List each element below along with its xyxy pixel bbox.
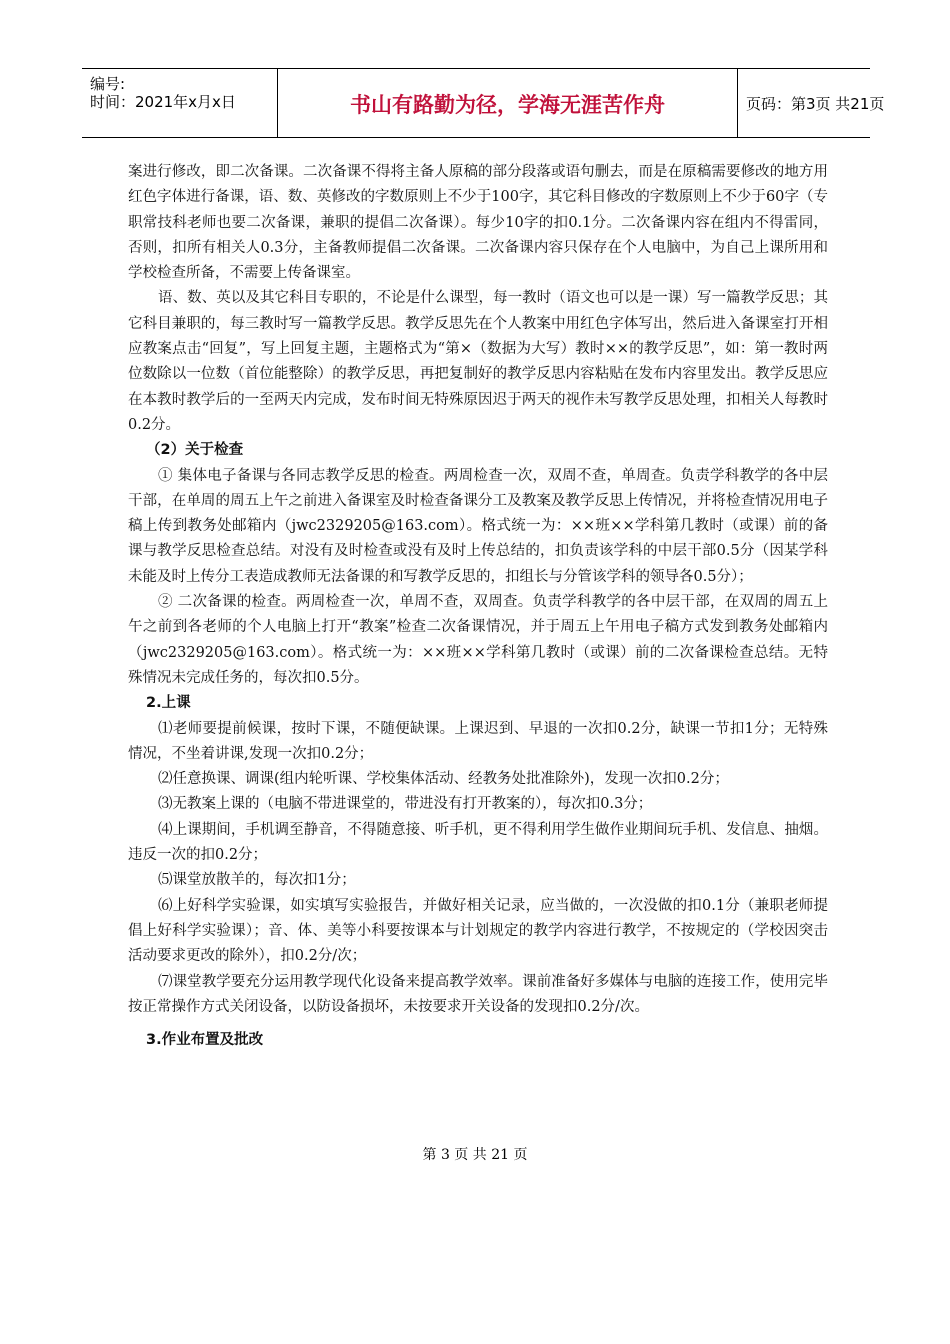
section-heading-homework: 3.作业布置及批改 bbox=[146, 1032, 264, 1049]
list-item-class-1: ⑴老师要提前候课，按时下课，不随便缺课。上课迟到、早退的一次扣0.2分，缺课一节扣1分；无特殊情况，不坐着讲课,发现一次扣0.2分； bbox=[128, 720, 828, 762]
header-motto: 书山有路勤为径，学海无涯苦作舟 bbox=[350, 93, 665, 117]
header-page-cell bbox=[738, 69, 885, 137]
paragraph-inspection-2: ② 二次备课的检查。两周检查一次，单周不查，双周查。负责学科教学的各中层干部，在双周的周五上午之前到各老师的个人电脑上打开“教案”检查二次备课情况，并于周五上午用电子稿方式发到教务处邮箱内（jwc2329205@163.com）。格式统一为：××班××学科第几教时（或课）前的二次备课检查总结。无特殊情况未完成任务的，每次扣0.5分。 bbox=[128, 594, 828, 686]
list-item-class-2: ⑵任意换课、调课(组内轮听课、学校集体活动、经教务处批准除外)，发现一次扣0.2分； bbox=[158, 771, 729, 788]
section-heading-class: 2.上课 bbox=[146, 695, 191, 712]
header-motto-cell bbox=[278, 69, 738, 137]
document-date-label: 时间：2021年x月x日 bbox=[90, 93, 236, 111]
paragraph-teaching-reflection: 语、数、英以及其它科目专职的，不论是什么课型，每一教时（语文也可以是一课）写一篇教学反思；其它科目兼职的，每三教时写一篇教学反思。教学反思先在个人教案中用红色字体写出，然后进入备课室打开相应教案点击“回复”，写上回复主题，主题格式为“第×（数据为大写）教时××的教学反思”，如：第一教时两位数除以一位数（首位能整除）的教学反思，再把复制好的教学反思内容粘贴在发布内容里发出。教学反思应在本教时教学后的一至两天内完成，发布时间无特殊原因迟于两天的视作未写教学反思处理，扣相关人每教时0.2分。 bbox=[128, 290, 828, 433]
paragraph-inspection-1: ① 集体电子备课与各同志教学反思的检查。两周检查一次，双周不查，单周查。负责学科教学的各中层干部，在单周的周五上午之前进入备课室及时检查备课分工及教案及教学反思上传情况，并将检查情况用电子稿上传到教务处邮箱内（jwc2329205@163.com）。格式统一为：××班××学科第几教时（或课）前的备课与教学反思检查总结。对没有及时检查或没有及时上传总结的，扣负责该学科的中层干部0.5分（因某学科未能及时上传分工表造成教师无法备课的和写教学反思的，扣组长与分管该学科的领导各0.5分）； bbox=[128, 467, 828, 585]
document-body bbox=[128, 160, 828, 1053]
list-item-class-7: ⑺课堂教学要充分运用教学现代化设备来提高教学效率。课前准备好多媒体与电脑的连接工作，使用完毕按正常操作方式关闭设备，以防设备损坏，未按要求开关设备的发现扣0.2分/次。 bbox=[128, 973, 828, 1015]
list-item-class-6: ⑹上好科学实验课，如实填写实验报告，并做好相关记录，应当做的，一次没做的扣0.1分（兼职老师提倡上好科学实验课）；音、体、美等小科要按课本与计划规定的教学内容进行教学，不按规定的（学校因突击活动要求更改的除外），扣0.2分/次； bbox=[128, 897, 828, 965]
header-info-cell bbox=[82, 69, 278, 137]
document-number-label: 编号: bbox=[90, 75, 126, 93]
header-page-number: 页码：第3页 共21页 bbox=[746, 95, 885, 113]
list-item-class-3: ⑶无教案上课的（电脑不带进课堂的，带进没有打开教案的），每次扣0.3分； bbox=[158, 796, 653, 813]
list-item-class-4: ⑷上课期间，手机调至静音，不得随意接、听手机，更不得利用学生做作业期间玩手机、发信息、抽烟。违反一次的扣0.2分； bbox=[128, 821, 828, 864]
paragraph-second-preparation: 案进行修改，即二次备课。二次备课不得将主备人原稿的部分段落或语句删去，而是在原稿需要修改的地方用红色字体进行备课，语、数、英修改的字数原则上不少于100字，其它科目修改的字数原则上不少于60字（专职常技科老师也要二次备课，兼职的提倡二次备课）。每少10字的扣0.1分。二次备课内容在组内不得雷同，否则，扣所有相关人0.3分，主备教师提倡二次备课。二次备课内容只保存在个人电脑中，为自己上课所用和学校检查所备，不需要上传备课室。 bbox=[128, 164, 828, 282]
page-header bbox=[82, 68, 885, 138]
page-footer: 第 3 页 共 21 页 bbox=[422, 1147, 528, 1163]
section-heading-inspection: （2）关于检查 bbox=[146, 442, 244, 459]
list-item-class-5: ⑸课堂放散羊的，每次扣1分； bbox=[158, 872, 356, 889]
